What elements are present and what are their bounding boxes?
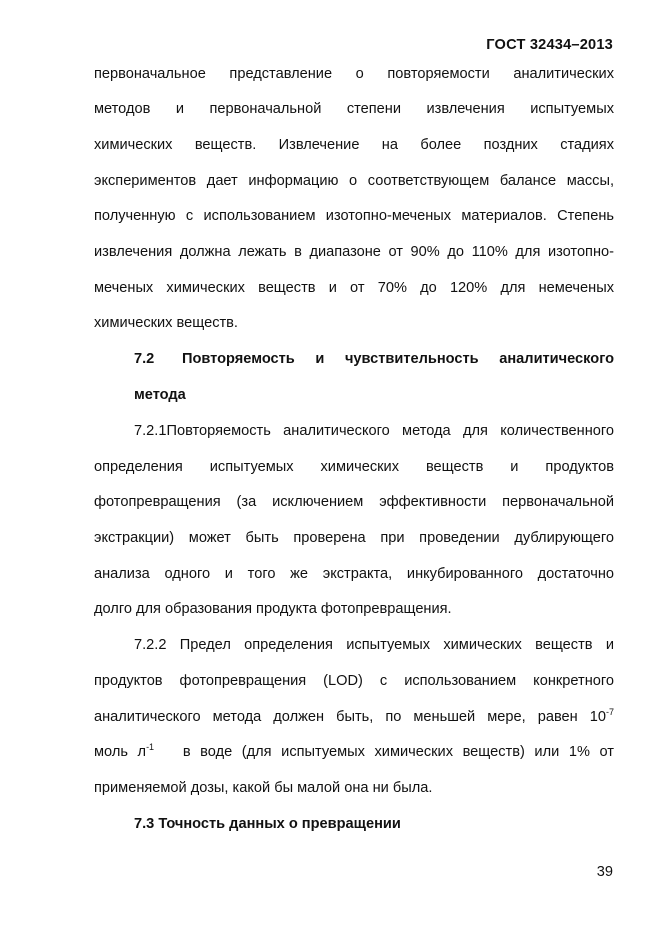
text-fragment: в воде (для испытуемых химических веществ) или 1% от [154, 744, 614, 760]
text-line-with-exponent [94, 742, 614, 762]
text-line: продуктов фотопревращения (LOD) с использованием конкретного [94, 673, 614, 689]
section-heading: 7.3 Точность данных о превращении [134, 816, 401, 832]
text-line-with-exponent [94, 707, 614, 727]
text-line: полученную с использованием изотопно-меченых материалов. Степень [94, 208, 614, 224]
text-line: применяемой дозы, какой бы малой она ни была. [94, 780, 433, 796]
text-line: извлечения должна лежать в диапазоне от 90% до 110% для изотопно- [94, 244, 614, 260]
text-line: 7.2.2 Предел определения испытуемых химических веществ и [134, 637, 614, 653]
exponent: -7 [605, 707, 614, 717]
section-heading [134, 349, 614, 369]
text-line: фотопревращения (за исключением эффективности первоначальной [94, 494, 614, 510]
text-line: экспериментов дает информацию о соответствующем балансе массы, [94, 173, 614, 189]
text-line: методов и первоначальной степени извлечения испытуемых [94, 101, 614, 117]
text-line: анализа одного и того же экстракта, инкубированного достаточно [94, 566, 614, 582]
text-line: 7.2.1Повторяемость аналитического метода для количественного [134, 423, 614, 439]
text-line: первоначальное представление о повторяемости аналитических [94, 66, 614, 82]
text-line: долго для образования продукта фотопревращения. [94, 601, 452, 617]
page-number: 39 [596, 864, 613, 880]
section-number: 7.2 [134, 351, 155, 367]
text-line: химических веществ. [94, 315, 238, 331]
section-title: Повторяемость и чувствительность аналитического [182, 351, 614, 367]
text-line: меченых химических веществ и от 70% до 120% для немеченых [94, 280, 614, 296]
document-header: ГОСТ 32434–2013 [486, 37, 613, 53]
text-line: определения испытуемых химических веществ и продуктов [94, 459, 614, 475]
text-line: экстракции) может быть проверена при проведении дублирующего [94, 530, 614, 546]
text-fragment: моль л [94, 744, 147, 760]
text-line: химических веществ. Извлечение на более поздних стадиях [94, 137, 614, 153]
section-heading-continued: метода [134, 387, 186, 403]
exponent: -1 [146, 742, 155, 752]
text-fragment: аналитического метода должен быть, по меньшей мере, равен 10 [94, 709, 606, 725]
